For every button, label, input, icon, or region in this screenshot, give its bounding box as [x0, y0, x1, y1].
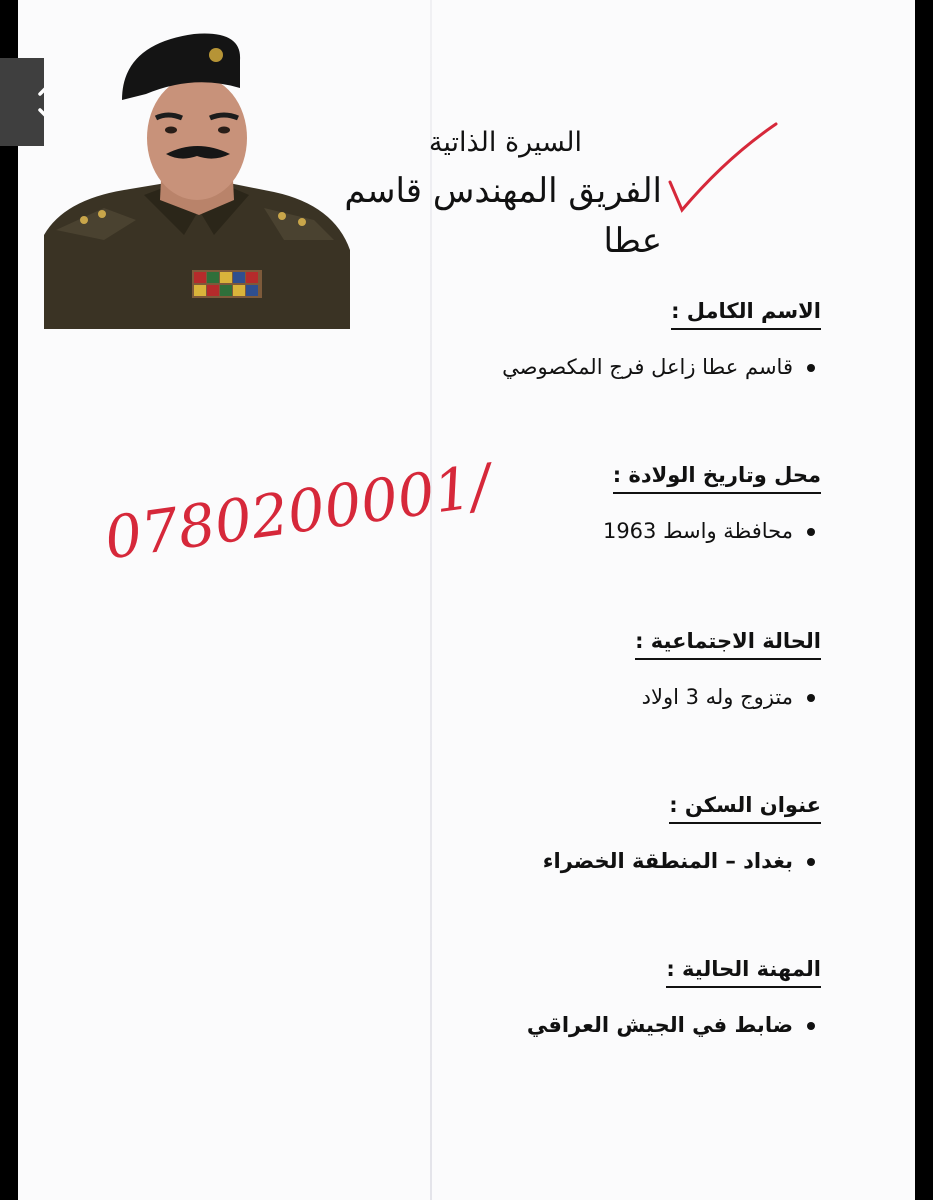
- section-value: قاسم عطا زاعل فرج المكصوصي: [502, 355, 793, 379]
- svg-text:0780200001/: 0780200001/: [100, 451, 495, 573]
- section-value: متزوج وله 3 اولاد: [641, 685, 793, 709]
- section-value: محافظة واسط 1963: [602, 519, 793, 543]
- section-heading: عنوان السكن :: [669, 790, 821, 824]
- portrait-photo: [44, 30, 350, 329]
- person-name-title: الفريق المهندس قاسم عطا: [344, 171, 662, 261]
- bullet-icon: [807, 1022, 815, 1030]
- section-marital-status: [401, 626, 821, 712]
- section-heading: محل وتاريخ الولادة :: [613, 460, 821, 494]
- title-block: [320, 126, 662, 266]
- bullet-icon: [807, 364, 815, 372]
- section-value: ضابط في الجيش العراقي: [526, 1013, 793, 1037]
- bullet-icon: [807, 858, 815, 866]
- section-birth: [401, 460, 821, 546]
- bullet-icon: [807, 528, 815, 536]
- section-address: [401, 790, 821, 876]
- section-full-name: [401, 296, 821, 382]
- section-occupation: [401, 954, 821, 1040]
- check-mark-icon: [666, 118, 781, 218]
- handwritten-number: [98, 451, 495, 573]
- section-heading: الاسم الكامل :: [671, 296, 821, 330]
- section-heading: المهنة الحالية :: [666, 954, 821, 988]
- section-value: بغداد – المنطقة الخضراء: [542, 849, 793, 873]
- document-title: السيرة الذاتية: [428, 127, 582, 158]
- bullet-icon: [807, 694, 815, 702]
- section-heading: الحالة الاجتماعية :: [635, 626, 821, 660]
